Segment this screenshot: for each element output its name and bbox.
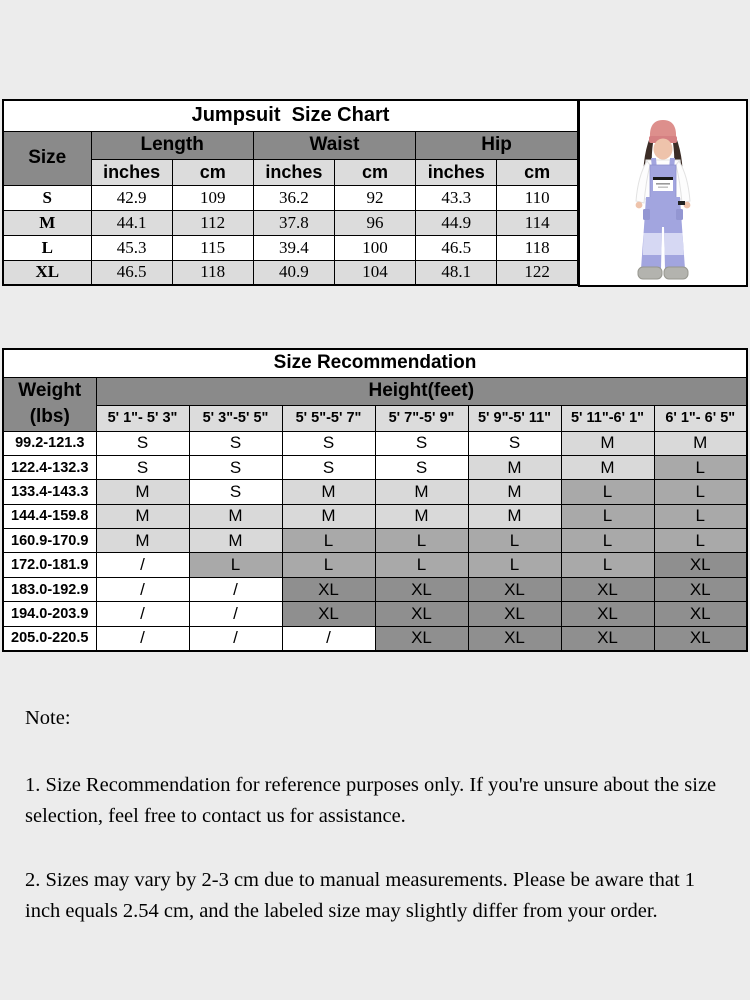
length-group-header: Length	[91, 131, 253, 159]
recommended-size-cell: M	[96, 529, 189, 553]
recommended-size-cell: XL	[654, 626, 747, 650]
recommended-size-cell: L	[282, 529, 375, 553]
size-chart-section	[2, 99, 579, 286]
measurement-cell: 110	[497, 185, 578, 210]
recommended-size-cell: XL	[282, 602, 375, 626]
unit-header: cm	[334, 159, 415, 185]
recommended-size-cell: L	[654, 455, 747, 479]
recommended-size-cell: /	[189, 602, 282, 626]
recommended-size-cell: /	[96, 577, 189, 601]
recommendation-row	[3, 602, 747, 626]
recommended-size-cell: M	[468, 480, 561, 504]
recommendation-row	[3, 455, 747, 479]
recommended-size-cell: M	[189, 529, 282, 553]
recommended-size-cell: M	[375, 480, 468, 504]
recommended-size-cell: M	[561, 431, 654, 455]
measurement-cell: 118	[172, 260, 253, 285]
recommended-size-cell: S	[375, 431, 468, 455]
measurement-cell: 42.9	[91, 185, 172, 210]
measurement-cell: 122	[497, 260, 578, 285]
size-label-cell: M	[3, 210, 91, 235]
recommended-size-cell: XL	[282, 577, 375, 601]
measurement-cell: 44.1	[91, 210, 172, 235]
recommended-size-cell: XL	[561, 602, 654, 626]
recommended-size-cell: M	[96, 504, 189, 528]
size-chart-row	[3, 235, 578, 260]
size-chart-group-header-row	[3, 131, 578, 159]
measurement-cell: 118	[497, 235, 578, 260]
recommended-size-cell: M	[189, 504, 282, 528]
weight-column-header	[3, 377, 96, 431]
recommended-size-cell: L	[561, 480, 654, 504]
measurement-cell: 37.8	[253, 210, 334, 235]
unit-header: cm	[172, 159, 253, 185]
measurement-cell: 92	[334, 185, 415, 210]
recommended-size-cell: XL	[375, 626, 468, 650]
recommended-size-cell: S	[189, 480, 282, 504]
recommended-size-cell: /	[96, 626, 189, 650]
size-column-header: Size	[3, 131, 91, 185]
weight-range-cell: 194.0-203.9	[3, 602, 96, 626]
recommendation-title: Size Recommendation	[3, 349, 747, 377]
height-range-row	[3, 405, 747, 431]
recommended-size-cell: XL	[561, 577, 654, 601]
measurement-cell: 46.5	[416, 235, 497, 260]
recommended-size-cell: M	[96, 480, 189, 504]
recommended-size-cell: /	[282, 626, 375, 650]
recommendation-row	[3, 626, 747, 650]
unit-header: inches	[91, 159, 172, 185]
weight-range-cell: 172.0-181.9	[3, 553, 96, 577]
height-range-cell: 5' 1"- 5' 3"	[96, 405, 189, 431]
height-range-cell: 6' 1"- 6' 5"	[654, 405, 747, 431]
size-label-cell: XL	[3, 260, 91, 285]
size-label-cell: S	[3, 185, 91, 210]
recommended-size-cell: S	[468, 431, 561, 455]
recommended-size-cell: S	[282, 455, 375, 479]
recommended-size-cell: L	[654, 504, 747, 528]
recommended-size-cell: S	[282, 431, 375, 455]
recommended-size-cell: XL	[654, 602, 747, 626]
recommended-size-cell: L	[468, 529, 561, 553]
measurement-cell: 112	[172, 210, 253, 235]
size-chart-title: Jumpsuit Size Chart	[3, 100, 578, 131]
recommended-size-cell: M	[561, 455, 654, 479]
recommended-size-cell: XL	[654, 553, 747, 577]
product-photo	[578, 99, 748, 287]
recommended-size-cell: XL	[468, 577, 561, 601]
recommended-size-cell: XL	[375, 602, 468, 626]
recommended-size-cell: L	[561, 504, 654, 528]
recommendation-row	[3, 553, 747, 577]
measurement-cell: 40.9	[253, 260, 334, 285]
recommended-size-cell: S	[375, 455, 468, 479]
recommendation-table	[2, 348, 748, 652]
recommended-size-cell: /	[96, 602, 189, 626]
recommendation-title-row	[3, 349, 747, 377]
recommended-size-cell: L	[375, 529, 468, 553]
measurement-cell: 115	[172, 235, 253, 260]
size-chart-row	[3, 185, 578, 210]
recommended-size-cell: M	[375, 504, 468, 528]
waist-group-header: Waist	[253, 131, 415, 159]
recommended-size-cell: L	[282, 553, 375, 577]
note-title: Note:	[25, 707, 71, 729]
recommended-size-cell: M	[468, 455, 561, 479]
measurement-cell: 114	[497, 210, 578, 235]
unit-header: inches	[253, 159, 334, 185]
recommended-size-cell: S	[189, 455, 282, 479]
recommended-size-cell: S	[96, 455, 189, 479]
height-group-header: Height(feet)	[96, 377, 747, 405]
height-range-cell: 5' 11"-6' 1"	[561, 405, 654, 431]
measurement-cell: 36.2	[253, 185, 334, 210]
measurement-cell: 109	[172, 185, 253, 210]
recommended-size-cell: M	[282, 480, 375, 504]
recommended-size-cell: S	[96, 431, 189, 455]
size-chart-body	[3, 185, 578, 285]
measurement-cell: 48.1	[416, 260, 497, 285]
size-chart-title-row	[3, 100, 578, 131]
recommended-size-cell: /	[96, 553, 189, 577]
recommended-size-cell: XL	[654, 577, 747, 601]
weight-range-cell: 205.0-220.5	[3, 626, 96, 650]
notes-section	[25, 703, 727, 927]
weight-range-cell: 144.4-159.8	[3, 504, 96, 528]
recommendation-body	[3, 431, 747, 651]
weight-range-cell: 99.2-121.3	[3, 431, 96, 455]
height-range-cell: 5' 3"-5' 5"	[189, 405, 282, 431]
height-range-cell: 5' 5"-5' 7"	[282, 405, 375, 431]
recommended-size-cell: M	[654, 431, 747, 455]
recommendation-row	[3, 504, 747, 528]
weight-range-cell: 133.4-143.3	[3, 480, 96, 504]
recommended-size-cell: XL	[561, 626, 654, 650]
weight-header-line1: Weight	[18, 380, 82, 402]
recommendation-row	[3, 577, 747, 601]
recommended-size-cell: /	[189, 626, 282, 650]
height-range-cell: 5' 7"-5' 9"	[375, 405, 468, 431]
height-range-cell: 5' 9"-5' 11"	[468, 405, 561, 431]
size-chart-row	[3, 210, 578, 235]
measurement-cell: 43.3	[416, 185, 497, 210]
weight-range-cell: 183.0-192.9	[3, 577, 96, 601]
unit-header: inches	[416, 159, 497, 185]
recommended-size-cell: XL	[375, 577, 468, 601]
note-1: 1. Size Recommendation for reference purposes only. If you're unsure about the size selection, feel free to contact us for assistance.	[25, 773, 717, 827]
recommended-size-cell: L	[468, 553, 561, 577]
size-chart-table	[2, 99, 579, 286]
recommended-size-cell: L	[375, 553, 468, 577]
recommended-size-cell: S	[189, 431, 282, 455]
recommendation-row	[3, 480, 747, 504]
hip-group-header: Hip	[416, 131, 578, 159]
recommended-size-cell: M	[282, 504, 375, 528]
recommendation-section	[2, 348, 748, 652]
recommended-size-cell: L	[189, 553, 282, 577]
weight-range-cell: 122.4-132.3	[3, 455, 96, 479]
recommended-size-cell: L	[654, 480, 747, 504]
recommended-size-cell: M	[468, 504, 561, 528]
unit-header: cm	[497, 159, 578, 185]
recommendation-row	[3, 431, 747, 455]
measurement-cell: 100	[334, 235, 415, 260]
weight-range-cell: 160.9-170.9	[3, 529, 96, 553]
recommendation-row	[3, 529, 747, 553]
measurement-cell: 44.9	[416, 210, 497, 235]
recommended-size-cell: XL	[468, 626, 561, 650]
model-figure-illustration	[580, 101, 746, 285]
recommendation-header-row	[3, 377, 747, 405]
measurement-cell: 46.5	[91, 260, 172, 285]
measurement-cell: 45.3	[91, 235, 172, 260]
recommended-size-cell: /	[189, 577, 282, 601]
measurement-cell: 104	[334, 260, 415, 285]
size-chart-row	[3, 260, 578, 285]
measurement-cell: 39.4	[253, 235, 334, 260]
recommended-size-cell: XL	[468, 602, 561, 626]
measurement-cell: 96	[334, 210, 415, 235]
recommended-size-cell: L	[654, 529, 747, 553]
weight-header-line2: (lbs)	[29, 406, 70, 427]
recommended-size-cell: L	[561, 553, 654, 577]
note-2: 2. Sizes may vary by 2-3 cm due to manual measurements. Please be aware that 1 inch equals 2.54 cm, and the labeled size may slightly differ from your order.	[25, 869, 696, 922]
recommended-size-cell: L	[561, 529, 654, 553]
size-label-cell: L	[3, 235, 91, 260]
